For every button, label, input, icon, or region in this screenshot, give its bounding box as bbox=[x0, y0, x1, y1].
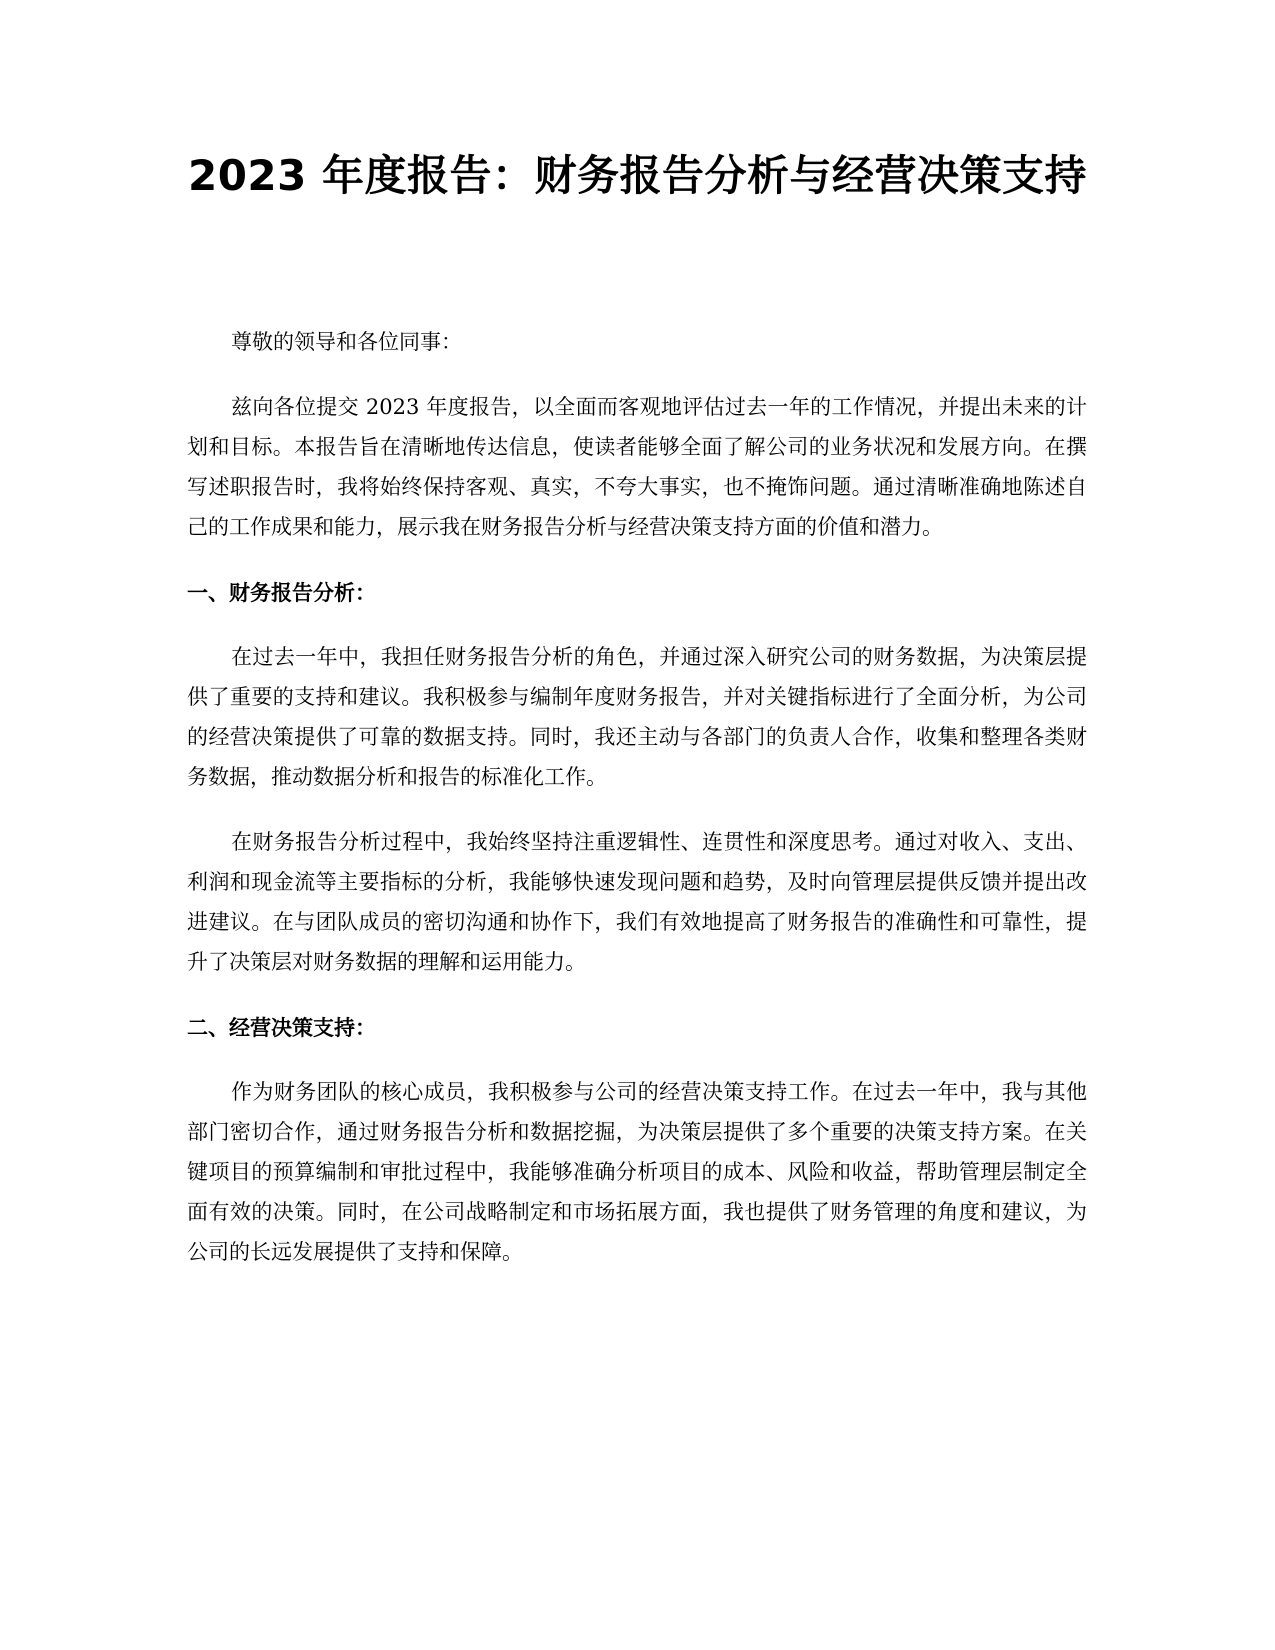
section-heading-financial-analysis: 一、财务报告分析： bbox=[187, 581, 376, 605]
document-title: 2023 年度报告：财务报告分析与经营决策支持 bbox=[187, 151, 1088, 200]
section-paragraph: 作为财务团队的核心成员，我积极参与公司的经营决策支持工作。在过去一年中，我与其他部门密切合作，通过财务报告分析和数据挖掘，为决策层提供了多个重要的决策支持方案。在关键项目的预算编制和审批过程中，我能够准确分析项目的成本、风险和收益，帮助管理层制定全面有效的决策。同时，在公司战略制定和市场拓展方面，我也提供了财务管理的角度和建议，为公司的长远发展提供了支持和保障。 bbox=[187, 1080, 1087, 1264]
intro-paragraph: 兹向各位提交 2023 年度报告，以全面而客观地评估过去一年的工作情况，并提出未来的计划和目标。本报告旨在清晰地传达信息，使读者能够全面了解公司的业务状况和发展方向。在撰写述职报告时，我将始终保持客观、真实，不夸大事实，也不掩饰问题。通过清晰准确地陈述自己的工作成果和能力，展示我在财务报告分析与经营决策支持方面的价值和潜力。 bbox=[187, 395, 1087, 539]
section-heading-decision-support: 二、经营决策支持： bbox=[187, 1016, 376, 1040]
document-body bbox=[187, 322, 1087, 1297]
section-paragraph: 在过去一年中，我担任财务报告分析的角色，并通过深入研究公司的财务数据，为决策层提供了重要的支持和建议。我积极参与编制年度财务报告，并对关键指标进行了全面分析，为公司的经营决策提供了可靠的数据支持。同时，我还主动与各部门的负责人合作，收集和整理各类财务数据，推动数据分析和报告的标准化工作。 bbox=[187, 645, 1087, 789]
greeting: 尊敬的领导和各位同事： bbox=[231, 330, 462, 354]
section-paragraph: 在财务报告分析过程中，我始终坚持注重逻辑性、连贯性和深度思考。通过对收入、支出、利润和现金流等主要指标的分析，我能够快速发现问题和趋势，及时向管理层提供反馈并提出改进建议。在与团队成员的密切沟通和协作下，我们有效地提高了财务报告的准确性和可靠性，提升了决策层对财务数据的理解和运用能力。 bbox=[187, 830, 1087, 974]
